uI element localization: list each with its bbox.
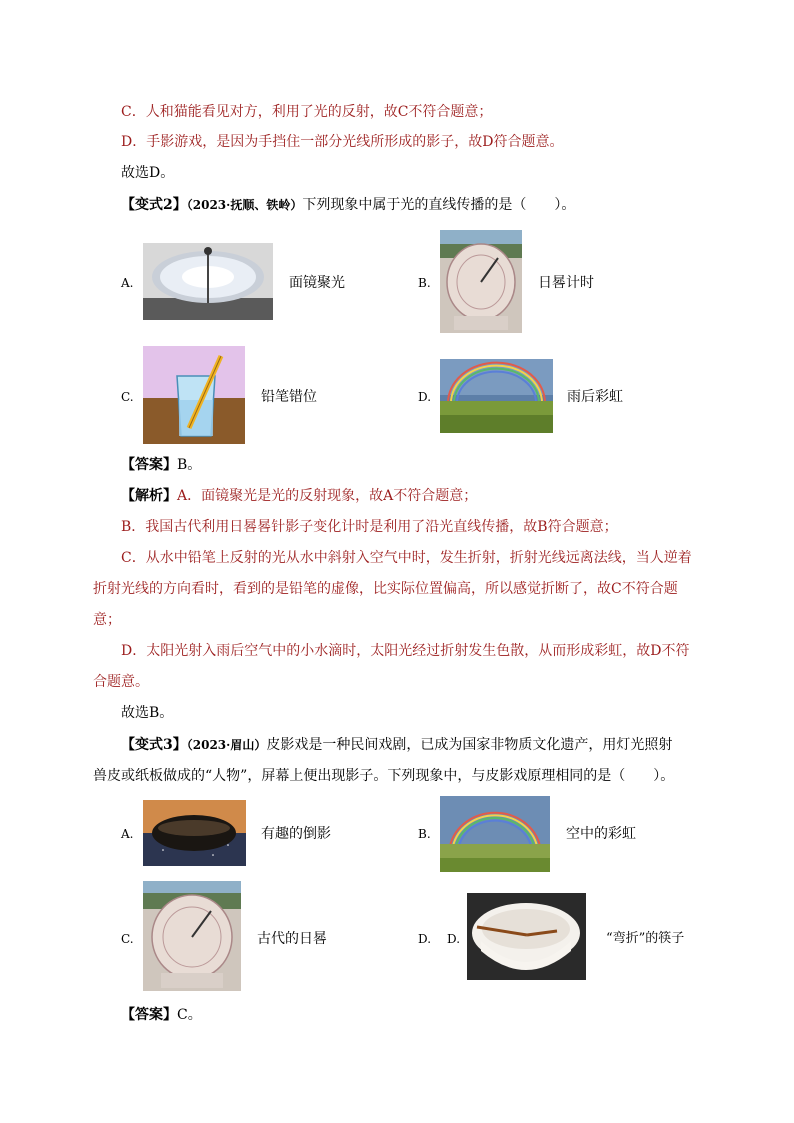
answer-line bbox=[121, 455, 201, 475]
option-d-letter: D. bbox=[418, 390, 432, 404]
sundial-photo bbox=[440, 230, 522, 333]
chopsticks-in-bowl-photo bbox=[467, 893, 586, 980]
solar-concentrator-photo bbox=[143, 243, 273, 320]
option-a-letter: A. bbox=[121, 276, 134, 290]
question-3-stem-line-2: 兽皮或纸板做成的“人物”，屏幕上便出现影子。下列现象中，与皮影戏原理相同的是（ ）。 bbox=[93, 768, 675, 784]
pencil-in-glass-illustration bbox=[143, 346, 245, 444]
option-b-caption: 日晷计时 bbox=[538, 275, 594, 291]
option-c-letter: C. bbox=[121, 390, 134, 404]
analysis-line-d2: 合题意。 bbox=[93, 674, 149, 690]
question-tag: 【变式2】 bbox=[121, 197, 187, 213]
rainbow-photo bbox=[440, 359, 553, 433]
option-d-letter-repeat: D. bbox=[447, 932, 461, 946]
question-source: （2023·抚顺、铁岭） bbox=[186, 198, 303, 212]
analysis-line-c2: 折射光线的方向看时，看到的是铅笔的虚像，比实际位置偏高，所以感觉折断了，故C不符合题 bbox=[93, 581, 678, 597]
answer-line-3 bbox=[121, 1005, 202, 1025]
answer-value: C。 bbox=[177, 1007, 202, 1023]
option-a-caption: 面镜聚光 bbox=[289, 275, 345, 291]
question-2-stem bbox=[121, 195, 575, 215]
question-tag: 【变式3】 bbox=[121, 737, 187, 753]
question-source: （2023·眉山） bbox=[186, 738, 267, 752]
option-d-caption: “弯折”的筷子 bbox=[606, 931, 685, 946]
question-3-stem-line-1 bbox=[121, 735, 672, 755]
option-a-letter: A. bbox=[121, 827, 134, 841]
sundial-photo bbox=[143, 881, 241, 991]
analysis-line-c1: C．从水中铅笔上反射的光从水中斜射入空气中时，发生折射，折射光线远离法线，当人逆着 bbox=[121, 550, 692, 566]
analysis-label: 【解析】 bbox=[121, 488, 177, 504]
choose-line: 故选D。 bbox=[121, 165, 175, 181]
analysis-line-c: C．人和猫能看见对方，利用了光的反射，故C不符合题意； bbox=[121, 104, 493, 120]
analysis-line-c3: 意； bbox=[93, 612, 121, 628]
option-b-letter: B. bbox=[418, 276, 431, 290]
question-text: 下列现象中属于光的直线传播的是（ ）。 bbox=[302, 197, 576, 213]
answer-value: B。 bbox=[177, 457, 202, 473]
option-d-caption: 雨后彩虹 bbox=[567, 389, 623, 405]
option-c-caption: 铅笔错位 bbox=[261, 389, 317, 405]
rainbow-photo bbox=[440, 796, 550, 872]
answer-label: 【答案】 bbox=[121, 457, 177, 473]
analysis-line-b: B．我国古代利用日晷晷针影子变化计时是利用了沿光直线传播，故B符合题意； bbox=[121, 519, 618, 535]
option-b-caption: 空中的彩虹 bbox=[566, 826, 636, 842]
analysis-line-d: D．手影游戏，是因为手挡住一部分光线所形成的影子，故D符合题意。 bbox=[121, 134, 564, 150]
reflection-photo bbox=[143, 800, 246, 866]
analysis-text-a: A．面镜聚光是光的反射现象，故A不符合题意； bbox=[177, 488, 478, 504]
analysis-line-a bbox=[121, 486, 477, 506]
option-d-letter: D. bbox=[418, 932, 432, 946]
option-a-caption: 有趣的倒影 bbox=[261, 826, 331, 842]
option-c-letter: C. bbox=[121, 932, 134, 946]
answer-label: 【答案】 bbox=[121, 1007, 177, 1023]
option-c-caption: 古代的日晷 bbox=[257, 931, 327, 947]
question-text: 皮影戏是一种民间戏剧，已成为国家非物质文化遗产，用灯光照射 bbox=[266, 737, 673, 753]
analysis-line-d1: D．太阳光射入雨后空气中的小水滴时，太阳光经过折射发生色散，从而形成彩虹，故D不符 bbox=[121, 643, 690, 659]
choose-line-2: 故选B。 bbox=[121, 705, 174, 721]
option-b-letter: B. bbox=[418, 827, 431, 841]
